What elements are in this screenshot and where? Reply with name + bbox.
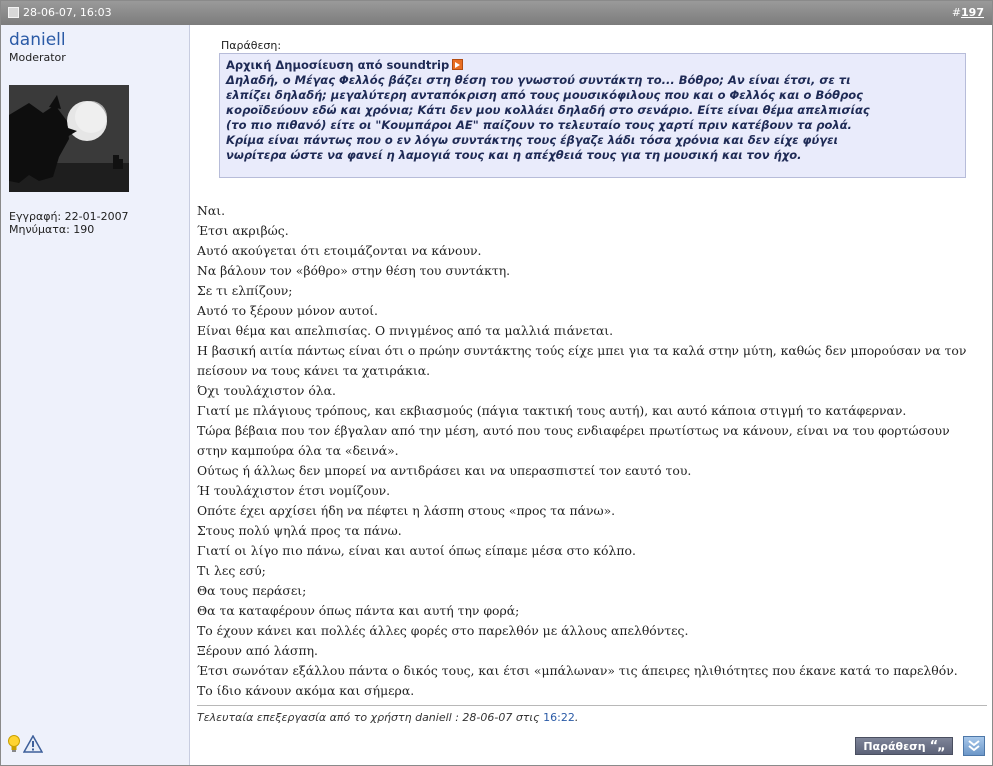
message-line: Γιατί με πλάγιους τρόπους, και εκβιασμούς (πάγια τακτική τους αυτή), και αυτό κάποια στιγμή το κατάφερναν. [197, 403, 907, 418]
message-line: Το έχουν κάνει και πολλές άλλες φορές στο παρελθόν με άλλους απελθόντες. [197, 623, 689, 638]
user-title: Moderator [9, 51, 66, 64]
message-line: Γιατί οι λίγο πιο πάνω, είναι και αυτοί όπως είπαμε μέσα στο κόλπο. [197, 543, 636, 558]
edit-time: 16:22 [543, 711, 575, 724]
message-line: Να βάλουν τον «βόθρο» στην θέση του συντάκτη. [197, 263, 511, 278]
quote-marks-icon: “„ [929, 738, 945, 754]
username-link[interactable]: daniell [9, 30, 66, 50]
user-info-column [1, 25, 190, 765]
message-line: Θα τα καταφέρουν όπως πάντα και αυτή την φορά; [197, 603, 520, 618]
quote-author [226, 58, 959, 73]
message-line: Η βασική αιτία πάντως είναι ότι ο πρώην συντάκτης τούς είχε μπει για τα καλά στην μύτη, καθώς δεν μπορούσαν να τον [197, 343, 967, 358]
quote-button[interactable] [855, 737, 953, 755]
message-line: Θα τους περάσει; [197, 583, 307, 598]
quote-line: ελπίζει δηλαδή; μεγαλύτερη ανταπόκριση από τους μουσικόφιλους που και ο Φελλός και ο Βόθρος [226, 88, 863, 102]
last-edit-note [197, 705, 987, 724]
post-date: 28-06-07, 16:03 [23, 6, 112, 19]
quote-label: Παράθεση: [221, 39, 282, 52]
user-registration: Εγγραφή: 22-01-2007 [9, 210, 129, 223]
message-line: Το ίδιο κάνουν ακόμα και σήμερα. [197, 683, 415, 698]
message-line: Τώρα βέβαια που τον έβγαλαν από την μέση, αυτό που τους ενδιαφέρει πρωτίστως να κάνουν, είναι να του φορτώσουν [197, 423, 950, 438]
quote-line: νωρίτερα ώστε να φανεί η λαμογιά τους και η απέχθειά τους για τη μουσική και τον ήχο. [226, 148, 802, 162]
status-icons [7, 735, 43, 753]
wolf-moon-avatar-icon [9, 85, 129, 192]
post-header [1, 1, 992, 25]
message-line: Έτσι σωνόταν εξάλλου πάντα ο δικός τους, και έτσι «μπάλωναν» τις άπειρες ηλιθιότητες που έκανε κατά το παρελθόν. [197, 663, 958, 678]
post-number [952, 6, 984, 19]
quote-author-text: Αρχική Δημοσίευση από soundtrip [226, 58, 450, 72]
post-number-prefix: # [951, 6, 962, 19]
quote-line: Δηλαδή, ο Μέγας Φελλός βάζει στη θέση του γνωστού συντάκτη το... Βόθρο; Αν είναι έτσι, σε τι [226, 73, 851, 87]
message-line: Ναι. [197, 203, 226, 218]
quote-line: κοροϊδεύουν εδώ και χρόνια; Κάτι δεν μου κολλάει δηλαδή στο σενάριο. Είτε είναι θέμα απελπισίας [226, 103, 870, 117]
message-line: Έτσι ακριβώς. [197, 223, 289, 238]
user-stats [9, 210, 129, 236]
post-message [197, 201, 987, 701]
quote-line: Κρίμα είναι πάντως που ο εν λόγω συντάκτης τους έβγαζε λάδι τόσα χρόνια και δεν είχε φύγει [226, 133, 839, 147]
multi-quote-button[interactable] [963, 736, 985, 756]
message-line: πείσουν να τους κάνει τα χατιράκια. [197, 363, 431, 378]
message-line: Σε τι ελπίζουν; [197, 283, 293, 298]
quote-text [226, 73, 959, 163]
user-messages: Μηνύματα: 190 [9, 223, 95, 236]
post-number-link[interactable]: 197 [961, 6, 984, 19]
double-chevron-down-icon [967, 739, 981, 753]
avatar [9, 85, 129, 192]
lightbulb-icon [7, 735, 21, 753]
quote-line: (το πιο πιθανό) είτε οι "Κουμπάροι ΑΕ" παίζουν το τελευταίο τους χαρτί πριν κατέβουν τα ρολά. [226, 118, 852, 132]
message-line: Ούτως ή άλλως δεν μπορεί να αντιδράσει και να υπερασπιστεί τον εαυτό του. [197, 463, 692, 478]
message-line: Οπότε έχει αρχίσει ήδη να πέφτει η λάσπη στους «προς τα πάνω». [197, 503, 616, 518]
message-line: Ή τουλάχιστον έτσι νομίζουν. [197, 483, 391, 498]
edit-prefix: Τελευταία επεξεργασία από το χρήστη daniell : 28-06-07 στις [197, 711, 540, 724]
quote-box [219, 53, 966, 178]
post-content [197, 25, 989, 765]
message-line: Όχι τουλάχιστον όλα. [197, 383, 336, 398]
warning-icon[interactable] [23, 735, 43, 753]
message-line: Στους πολύ ψηλά προς τα πάνω. [197, 523, 402, 538]
message-line: στην καμπούρα όλα τα «δεινά». [197, 443, 399, 458]
message-line: Ξέρουν από λάσπη. [197, 643, 318, 658]
message-line: Τι λες εσύ; [197, 563, 266, 578]
quote-button-label: Παράθεση [863, 739, 926, 753]
view-post-arrow-icon[interactable] [452, 59, 463, 70]
post-icon [8, 7, 19, 18]
message-line: Αυτό ακούγεται ότι ετοιμάζονται να κάνουν. [197, 243, 482, 258]
message-line: Αυτό το ξέρουν μόνον αυτοί. [197, 303, 378, 318]
message-line: Είναι θέμα και απελπισίας. Ο πνιγμένος από τα μαλλιά πιάνεται. [197, 323, 614, 338]
edit-suffix: . [574, 711, 579, 724]
